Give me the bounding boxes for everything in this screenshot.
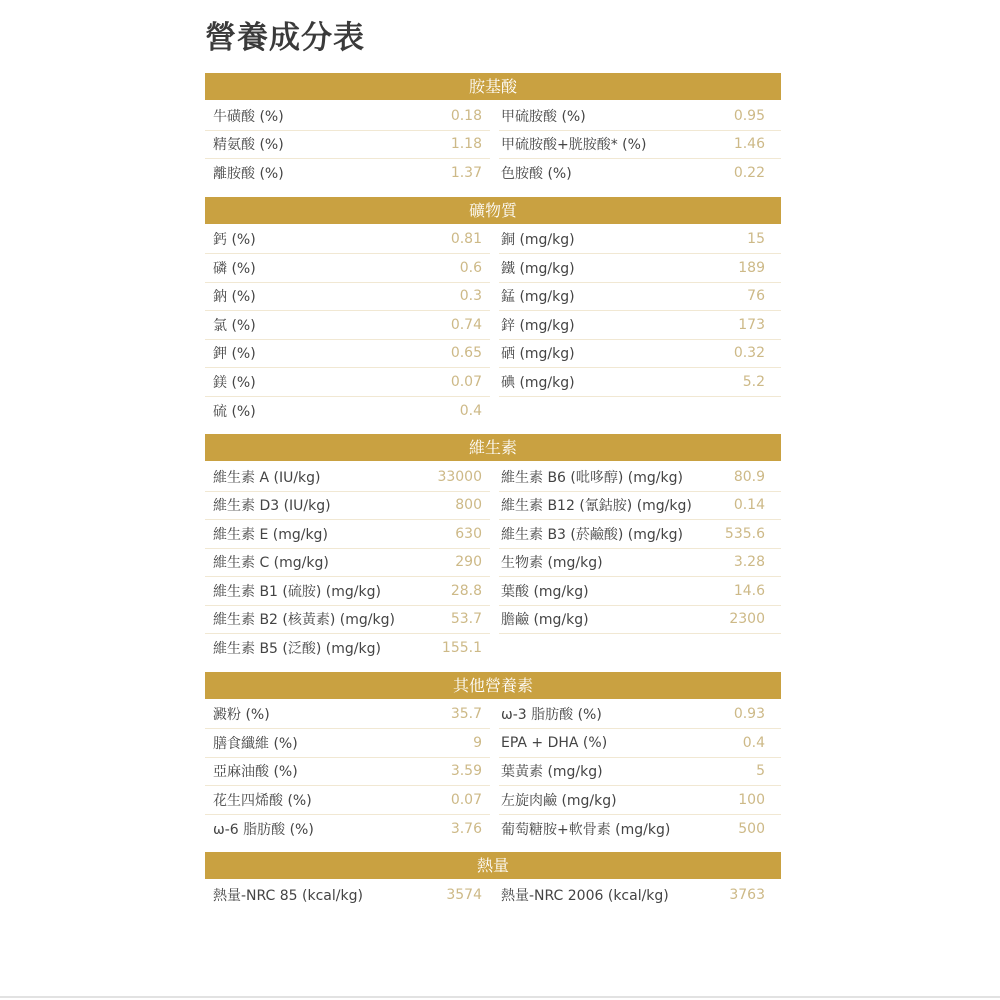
nutrient-label: 維生素 C (mg/kg) <box>205 549 425 578</box>
nutrient-value: 33000 <box>425 463 490 492</box>
nutrient-value: 9 <box>425 729 490 758</box>
nutrient-value: 0.74 <box>425 311 490 340</box>
nutrient-value: 5.2 <box>719 368 781 397</box>
table-row <box>205 102 781 131</box>
column-gap <box>490 368 499 397</box>
table-row <box>205 577 781 606</box>
section <box>205 852 781 910</box>
section <box>205 434 781 663</box>
nutrient-label: 維生素 B1 (硫胺) (mg/kg) <box>205 577 425 606</box>
nutrient-label: 碘 (mg/kg) <box>499 368 719 397</box>
table-row <box>205 729 781 758</box>
nutrient-label: 色胺酸 (%) <box>501 166 572 183</box>
nutrient-label: EPA + DHA (%) <box>499 729 719 758</box>
nutrient-label: 澱粉 (%) <box>205 701 425 730</box>
nutrient-label: 鉀 (%) <box>205 340 425 369</box>
nutrient-value: 53.7 <box>425 606 490 635</box>
nutrient-value <box>719 397 781 426</box>
nutrient-value: 1.46 <box>719 131 781 160</box>
nutrient-label: 葉酸 (mg/kg) <box>499 577 719 606</box>
table-row <box>205 492 781 521</box>
nutrient-value: 0.81 <box>425 226 490 255</box>
nutrient-label: 精氨酸 (%) <box>205 131 425 160</box>
table-row <box>205 254 781 283</box>
nutrient-value <box>719 634 781 663</box>
section <box>205 197 781 426</box>
column-gap <box>490 159 499 188</box>
nutrition-table <box>205 73 781 919</box>
nutrient-label: 甲硫胺酸+胱胺酸* (%) <box>499 131 719 160</box>
table-row <box>205 786 781 815</box>
nutrient-label: 維生素 B12 (氰鈷胺) (mg/kg) <box>499 492 719 521</box>
nutrient-label: 亞麻油酸 (%) <box>205 758 425 787</box>
nutrient-value: 155.1 <box>441 640 482 657</box>
nutrient-label: 葉黃素 (mg/kg) <box>499 758 719 787</box>
nutrient-label <box>499 634 719 663</box>
section <box>205 672 781 844</box>
nutrient-value: 0.6 <box>425 254 490 283</box>
nutrient-value: 80.9 <box>719 463 781 492</box>
nutrient-value: 100 <box>719 786 781 815</box>
nutrient-label: 牛磺酸 (%) <box>205 102 425 131</box>
nutrient-label <box>499 397 719 426</box>
table-row <box>205 881 781 910</box>
table-row <box>205 520 781 549</box>
nutrient-label: 鈣 (%) <box>205 226 425 255</box>
column-gap <box>490 463 499 492</box>
nutrient-value: 189 <box>719 254 781 283</box>
table-row <box>205 311 781 340</box>
nutrient-value: 173 <box>719 311 781 340</box>
nutrient-value: 76 <box>719 283 781 312</box>
nutrient-label: 維生素 B6 (吡哆醇) (mg/kg) <box>499 463 719 492</box>
table-row <box>205 340 781 369</box>
nutrient-value: 630 <box>425 520 490 549</box>
nutrient-value: 0.07 <box>425 786 490 815</box>
nutrient-label: ω-3 脂肪酸 (%) <box>499 701 719 730</box>
table-row <box>205 549 781 578</box>
table-row <box>205 283 781 312</box>
column-gap <box>490 492 499 521</box>
nutrient-value: 3.59 <box>425 758 490 787</box>
nutrient-value: 0.07 <box>425 368 490 397</box>
nutrient-value: 35.7 <box>425 701 490 730</box>
table-row <box>205 701 781 730</box>
table-row <box>205 634 781 663</box>
nutrient-value: 5 <box>719 758 781 787</box>
column-gap <box>490 397 499 426</box>
nutrient-value: 28.8 <box>425 577 490 606</box>
nutrient-label: 維生素 B5 (泛酸) (mg/kg) <box>213 641 381 658</box>
section-header: 礦物質 <box>205 197 781 224</box>
nutrient-label: 左旋肉鹼 (mg/kg) <box>499 786 719 815</box>
column-gap <box>490 520 499 549</box>
nutrient-label: 磷 (%) <box>205 254 425 283</box>
nutrient-label: 硫 (%) <box>213 403 256 420</box>
nutrient-label: 鐵 (mg/kg) <box>499 254 719 283</box>
nutrient-value: 0.18 <box>425 102 490 131</box>
column-gap <box>490 606 499 635</box>
nutrient-value: 2300 <box>719 606 781 635</box>
section-header: 胺基酸 <box>205 73 781 100</box>
column-gap <box>490 758 499 787</box>
nutrient-value: 0.22 <box>733 165 765 182</box>
column-gap <box>490 340 499 369</box>
section-header: 熱量 <box>205 852 781 879</box>
nutrient-value: 0.14 <box>719 492 781 521</box>
section <box>205 73 781 188</box>
table-row <box>205 463 781 492</box>
nutrient-label: 甲硫胺酸 (%) <box>499 102 719 131</box>
nutrient-label: 維生素 B2 (核黃素) (mg/kg) <box>205 606 425 635</box>
column-gap <box>490 815 499 844</box>
column-gap <box>490 283 499 312</box>
nutrient-value: 3.76 <box>450 820 482 837</box>
table-row <box>205 131 781 160</box>
page-title: 營養成分表 <box>205 20 365 56</box>
nutrient-value: 1.18 <box>425 131 490 160</box>
column-gap <box>490 786 499 815</box>
column-gap <box>490 634 499 663</box>
nutrient-value: 0.93 <box>719 701 781 730</box>
column-gap <box>490 881 499 910</box>
nutrient-label: 鈉 (%) <box>205 283 425 312</box>
column-gap <box>490 311 499 340</box>
nutrient-label: 生物素 (mg/kg) <box>499 549 719 578</box>
table-row <box>205 368 781 397</box>
nutrient-value: 3763 <box>729 887 765 904</box>
nutrient-label: 花生四烯酸 (%) <box>205 786 425 815</box>
table-row <box>205 397 781 426</box>
column-gap <box>490 226 499 255</box>
nutrient-label: 硒 (mg/kg) <box>499 340 719 369</box>
nutrient-value: 14.6 <box>719 577 781 606</box>
column-gap <box>490 131 499 160</box>
nutrient-value: 0.3 <box>425 283 490 312</box>
section-header: 維生素 <box>205 434 781 461</box>
divider <box>0 996 1000 998</box>
nutrient-label: 維生素 A (IU/kg) <box>205 463 425 492</box>
nutrient-label: 熱量-NRC 2006 (kcal/kg) <box>501 888 669 905</box>
nutrient-label: 維生素 D3 (IU/kg) <box>205 492 425 521</box>
table-row <box>205 815 781 844</box>
nutrient-value: 535.6 <box>719 520 781 549</box>
nutrient-label: ω-6 脂肪酸 (%) <box>213 821 314 838</box>
nutrient-label: 離胺酸 (%) <box>213 166 284 183</box>
nutrient-label: 維生素 E (mg/kg) <box>205 520 425 549</box>
table-row <box>205 606 781 635</box>
nutrient-value: 500 <box>738 820 765 837</box>
nutrient-value: 0.4 <box>719 729 781 758</box>
column-gap <box>490 102 499 131</box>
section-header: 其他營養素 <box>205 672 781 699</box>
nutrient-value: 800 <box>425 492 490 521</box>
nutrient-label: 膽鹼 (mg/kg) <box>499 606 719 635</box>
table-row <box>205 226 781 255</box>
nutrient-value: 3574 <box>446 887 482 904</box>
table-row <box>205 159 781 188</box>
nutrient-value: 1.37 <box>450 165 482 182</box>
column-gap <box>490 254 499 283</box>
nutrient-label: 熱量-NRC 85 (kcal/kg) <box>213 888 363 905</box>
nutrient-value: 0.32 <box>719 340 781 369</box>
nutrient-value: 15 <box>719 226 781 255</box>
nutrient-value: 3.28 <box>719 549 781 578</box>
column-gap <box>490 577 499 606</box>
nutrient-label: 鎂 (%) <box>205 368 425 397</box>
nutrient-value: 0.65 <box>425 340 490 369</box>
nutrient-value: 0.4 <box>459 402 482 419</box>
nutrient-value: 290 <box>425 549 490 578</box>
nutrient-label: 錳 (mg/kg) <box>499 283 719 312</box>
table-row <box>205 758 781 787</box>
column-gap <box>490 729 499 758</box>
column-gap <box>490 549 499 578</box>
column-gap <box>490 701 499 730</box>
nutrient-label: 膳食纖維 (%) <box>205 729 425 758</box>
nutrient-label: 氯 (%) <box>205 311 425 340</box>
nutrient-value: 0.95 <box>719 102 781 131</box>
nutrient-label: 銅 (mg/kg) <box>499 226 719 255</box>
nutrient-label: 葡萄糖胺+軟骨素 (mg/kg) <box>501 821 671 838</box>
nutrient-label: 鋅 (mg/kg) <box>499 311 719 340</box>
nutrient-label: 維生素 B3 (菸鹼酸) (mg/kg) <box>499 520 719 549</box>
